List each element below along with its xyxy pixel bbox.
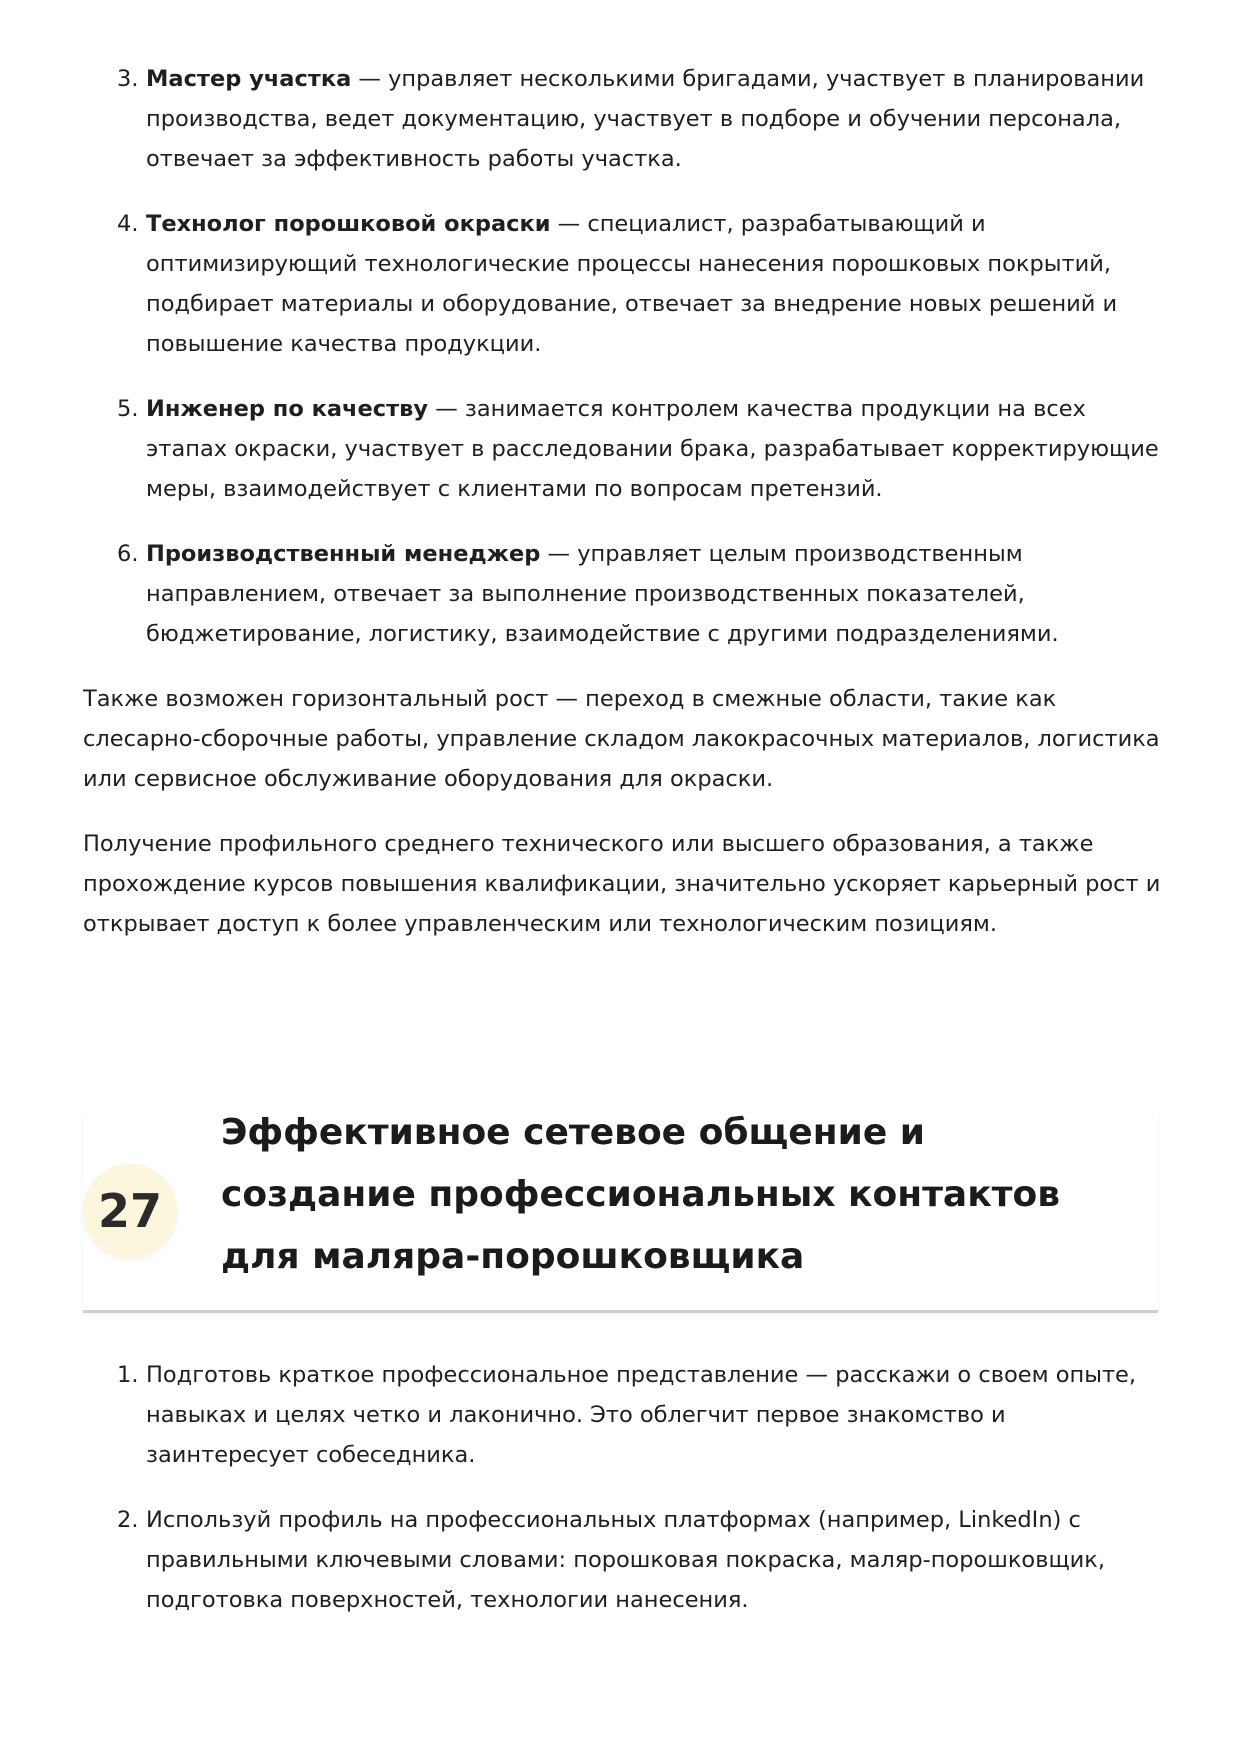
list-term: Инженер по качеству [146, 396, 429, 422]
paragraph-horizontal-growth: Также возможен горизонтальный рост — переход в смежные области, такие как слесарно-сборочные работы, управление складом лакокрасочных материалов, логистика или сервисное обслуживание оборудования для окраски. [83, 686, 1160, 792]
list-text: — занимается контролем качества продукции на всех этапах окраски, участвует в расследовании брака, разрабатывает корректирующие меры, взаимодействует с клиентами по вопросам претензий. [146, 396, 1159, 502]
list-text: Подготовь краткое профессиональное представление — расскажи о своем опыте, навыках и целях четко и лаконично. Это облегчит первое знакомство и заинтересует собеседника. [146, 1362, 1137, 1468]
list-number: 6. [117, 541, 139, 567]
list-term: Технолог порошковой окраски [146, 211, 551, 237]
list-number: 1. [117, 1362, 139, 1388]
networking-list [83, 1355, 1163, 1620]
list-text: Используй профиль на профессиональных платформах (например, LinkedIn) с правильными ключевыми словами: порошковая покраска, маляр-порошковщик, подготовка поверхностей, технологии нанесения. [146, 1507, 1106, 1613]
list-number: 3. [117, 66, 139, 92]
career-section [83, 59, 1163, 944]
section-number-badge: 27 [83, 1164, 177, 1258]
list-item [83, 204, 1163, 364]
list-number: 2. [117, 1507, 139, 1533]
networking-section [83, 1355, 1163, 1620]
list-text: — управляет несколькими бригадами, участвует в планировании производства, ведет документацию, участвует в подборе и обучении персонала, отвечает за эффективность работы участка. [146, 66, 1145, 172]
paragraph-education: Получение профильного среднего технического или высшего образования, а также прохождение курсов повышения квалификации, значительно ускоряет карьерный рост и открывает доступ к более управленческим или технологическим позициям. [83, 831, 1161, 937]
list-item [83, 389, 1163, 509]
section-title: Эффективное сетевое общение и создание профессиональных контактов для маляра-порошковщика [221, 1112, 1061, 1277]
list-term: Мастер участка [146, 66, 352, 92]
list-text: — управляет целым производственным направлением, отвечает за выполнение производственных показателей, бюджетирование, логистику, взаимодействие с другими подразделениями. [146, 541, 1059, 647]
list-item [83, 1355, 1163, 1475]
list-item [83, 1500, 1163, 1620]
list-item [83, 59, 1163, 179]
list-term: Производственный менеджер [146, 541, 541, 567]
section-header [83, 1110, 1158, 1313]
list-text: — специалист, разрабатывающий и оптимизирующий технологические процессы нанесения порошковых покрытий, подбирает материалы и оборудование, отвечает за внедрение новых решений и повышение качества продукции. [146, 211, 1118, 357]
career-list [83, 59, 1163, 654]
list-number: 5. [117, 396, 139, 422]
list-item [83, 534, 1163, 654]
list-number: 4. [117, 211, 139, 237]
